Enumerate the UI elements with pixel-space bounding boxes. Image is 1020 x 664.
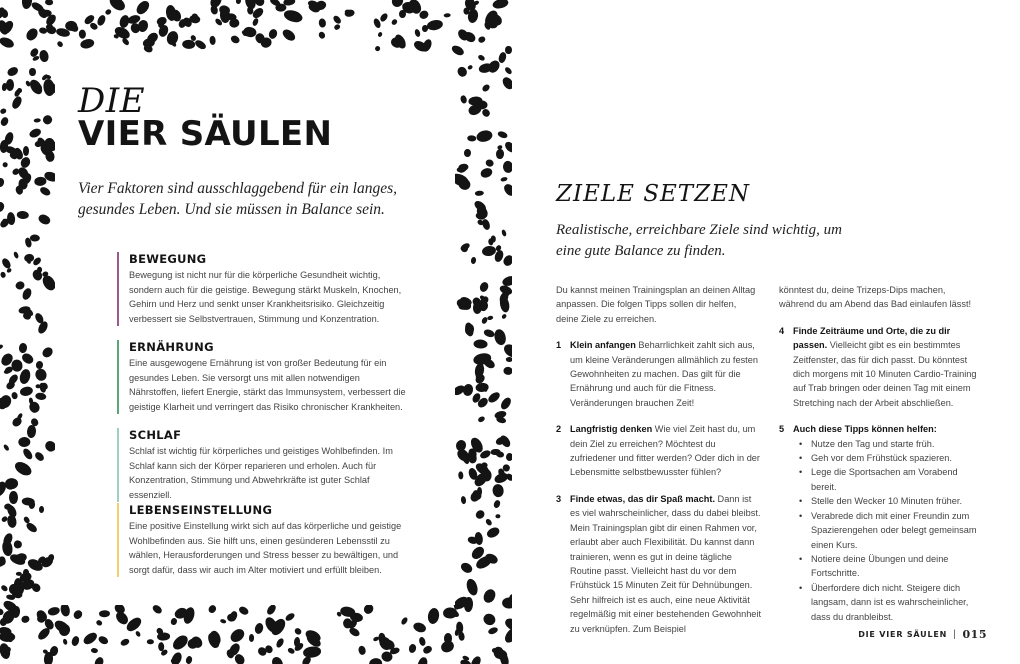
spot-decoration	[4, 366, 13, 374]
spot-decoration	[488, 626, 499, 635]
section-subheading: Realistische, erreichbare Ziele sind wichtig, um eine gute Balance zu finden.	[556, 222, 842, 259]
pillar-heading: BEWEGUNG	[129, 252, 207, 266]
spot-decoration	[485, 525, 500, 538]
spot-decoration	[72, 609, 83, 621]
spot-decoration	[41, 345, 55, 359]
spot-decoration	[27, 425, 37, 439]
spot-decoration	[481, 84, 491, 94]
spot-decoration	[134, 630, 141, 637]
spot-decoration	[230, 34, 241, 44]
spot-decoration	[0, 35, 16, 49]
spot-decoration	[486, 390, 501, 404]
spot-decoration	[475, 382, 488, 392]
spot-decoration	[493, 471, 509, 484]
spot-decoration	[47, 605, 60, 615]
spot-decoration	[11, 606, 21, 619]
spot-decoration	[504, 67, 512, 76]
spot-decoration	[208, 604, 218, 614]
spot-decoration	[0, 177, 5, 187]
item-number: 3	[556, 493, 562, 504]
tip-item-5	[779, 422, 979, 624]
spot-decoration	[418, 636, 427, 646]
spot-decoration	[501, 313, 508, 320]
spot-decoration	[459, 658, 472, 664]
spot-decoration	[475, 129, 493, 143]
spot-decoration	[502, 463, 511, 472]
spot-decoration	[182, 40, 195, 50]
item-title: Klein anfangen	[570, 340, 636, 351]
spot-decoration	[9, 491, 18, 504]
pillar-heading: LEBENSEINSTELLUNG	[129, 503, 273, 517]
page-footer	[858, 628, 987, 641]
spot-decoration	[503, 140, 512, 154]
list-item: • Lege die Sportsachen am Vorabend bereit.	[793, 465, 979, 494]
spot-decoration	[13, 460, 34, 479]
text-column-1	[556, 283, 761, 648]
spot-decoration	[189, 14, 200, 23]
page-number: 015	[962, 628, 987, 641]
spot-decoration	[317, 31, 325, 40]
tip-item-2	[556, 422, 761, 480]
item-number: 2	[556, 424, 562, 435]
spot-decoration	[18, 342, 27, 352]
spot-decoration	[460, 560, 475, 574]
spot-decoration	[96, 619, 103, 626]
spot-decoration	[17, 437, 30, 448]
spot-decoration	[501, 76, 512, 91]
spot-decoration	[29, 400, 42, 414]
spot-decoration	[29, 234, 40, 242]
pillar-heading: ERNÄHRUNG	[129, 340, 214, 354]
spot-decoration	[0, 108, 7, 114]
spot-decoration	[478, 280, 490, 293]
spot-decoration	[495, 149, 503, 160]
spot-decoration	[36, 384, 41, 389]
spot-decoration	[275, 637, 285, 649]
item-text: Dann ist es viel wahrscheinlicher, dass du dabei bleibst. Mein Trainingsplan gibt dir einen Rahmen vor, erlaubt aber auch Flexibilität. Du kannst dann trainieren, wenn es gut in deine tägliche Routine passt. Vielleicht hast du vor dem Frühstück 15 Minuten Zeit für Dehnübungen. Sehr hilfreich ist es auch, eine neue Aktivität regelmäßig mit einer bestehenden Gewohnheit zu verknüpfen. Zum Beispiel	[570, 493, 762, 634]
spot-decoration	[478, 415, 486, 423]
spot-decoration	[120, 638, 131, 647]
spot-decoration	[146, 639, 153, 644]
spot-decoration	[460, 495, 466, 504]
spot-decoration	[13, 252, 19, 260]
spot-decoration	[134, 0, 151, 16]
list-item: • Notiere deine Übungen und deine Fortschritte.	[793, 552, 979, 581]
spot-decoration	[490, 236, 495, 243]
pillar-text: Schlaf ist wichtig für körperliches und geistiges Wohlbefinden. Im Schlaf kann sich der Körper reparieren und erholen. Auch für Konzentration, Stimmung und Abwehrkräfte ist guter Schlaf essenziell.	[129, 446, 393, 500]
pillar-ernaehrung	[117, 340, 407, 414]
spot-decoration	[237, 606, 249, 617]
spot-decoration	[29, 500, 37, 509]
spot-decoration	[0, 116, 9, 127]
spot-decoration	[271, 655, 285, 664]
spot-decoration	[481, 611, 497, 627]
spot-decoration	[170, 617, 177, 625]
spot-decoration	[91, 648, 99, 654]
pillar-text: Bewegung ist nicht nur für die körperliche Gesundheit wichtig, sondern auch für die geistige. Bewegung stärkt Muskeln, Knochen, Gehirn und Herz und senkt unser Krankheitsrisiko. Gleichzeitig verbessert sie Selbstvertrauen, Stimmung und Konzentration.	[129, 270, 402, 324]
list-item: • Stelle den Wecker 10 Minuten früher.	[793, 494, 979, 508]
item-number: 1	[556, 340, 562, 351]
spot-decoration	[460, 244, 468, 253]
spot-decoration	[0, 343, 4, 350]
spot-decoration	[505, 453, 512, 462]
spot-decoration	[32, 55, 40, 62]
spot-decoration	[82, 631, 99, 647]
spot-decoration	[0, 201, 6, 213]
spot-decoration	[458, 632, 465, 641]
spot-decoration	[25, 521, 39, 534]
spot-decoration	[248, 634, 254, 642]
spot-decoration	[477, 35, 486, 43]
lead-paragraph: Du kannst meinen Trainingsplan an deinen Alltag anpassen. Die folgen Tipps sollen dir helfen, deine Ziele zu erreichen.	[556, 285, 756, 324]
spot-decoration	[475, 190, 484, 196]
spot-decoration	[495, 514, 500, 518]
section-heading: ZIELE SETZEN	[556, 181, 751, 207]
pillar-schlaf	[117, 428, 407, 502]
spot-decoration	[505, 46, 512, 55]
spot-decoration	[481, 587, 497, 605]
spot-decoration	[121, 37, 130, 46]
spot-decoration	[470, 257, 476, 265]
spot-decoration	[0, 271, 6, 278]
spot-decoration	[426, 18, 444, 31]
spot-decoration	[439, 639, 455, 654]
spot-decoration	[283, 9, 304, 25]
spot-decoration	[497, 130, 508, 139]
spot-decoration	[0, 617, 8, 626]
spot-decoration	[24, 26, 40, 43]
spot-decoration	[477, 487, 483, 496]
spot-decoration	[80, 37, 95, 49]
spot-decoration	[8, 584, 18, 595]
spot-decoration	[399, 10, 406, 19]
spot-decoration	[293, 627, 302, 636]
spot-decoration	[39, 185, 52, 196]
spot-decoration	[97, 634, 109, 645]
spot-decoration	[37, 213, 52, 226]
list-item: • Verabrede dich mit einer Freundin zum Spazierengehen oder belegt gemeinsam einen Kurs.	[793, 509, 979, 552]
spot-decoration	[35, 392, 47, 401]
spot-decoration	[33, 118, 41, 123]
pillar-heading: SCHLAF	[129, 428, 182, 442]
tips-list	[793, 437, 979, 624]
spot-decoration	[460, 94, 468, 104]
spot-decoration	[339, 605, 355, 617]
spot-decoration	[389, 647, 400, 656]
spot-decoration	[21, 287, 33, 301]
spot-decoration	[502, 183, 512, 199]
spot-decoration	[21, 447, 34, 461]
spot-decoration	[194, 39, 208, 51]
spot-decoration	[43, 79, 56, 97]
spot-decoration	[493, 327, 507, 345]
spot-decoration	[96, 13, 107, 26]
item-text: Vielleicht gibt es ein bestimmtes Zeitfenster, das für dich passt. Du könntest dich morgens mit 10 Minuten Cardio-Training auf Trab bringen oder deinen Tag mit einem Stretching nach der Arbeit abschließen.	[793, 340, 977, 408]
pillar-bewegung	[117, 252, 407, 326]
spot-decoration	[498, 433, 512, 448]
spot-decoration	[358, 646, 367, 656]
spot-decoration	[210, 36, 216, 45]
spot-decoration	[2, 162, 8, 168]
spot-decoration	[185, 655, 193, 664]
item-number: 5	[779, 424, 785, 435]
spot-decoration	[71, 635, 80, 646]
pillar-text: Eine ausgewogene Ernährung ist von großer Bedeutung für ein gesundes Leben. Sie versorgt uns mit allen notwendigen Nährstoffen, liefert Energie, stärkt das Immunsystem, verbessert die geistige Klarheit und verringert das Risiko chronischer Krankheiten.	[129, 358, 406, 412]
spot-decoration	[479, 166, 493, 179]
spot-decoration	[21, 615, 31, 624]
spot-decoration	[444, 13, 451, 18]
spot-decoration	[1, 82, 7, 90]
spot-decoration	[23, 146, 29, 156]
spot-decoration	[483, 329, 495, 339]
spot-decoration	[495, 450, 504, 457]
spot-decoration	[19, 386, 33, 398]
spot-decoration	[105, 9, 112, 16]
spot-decoration	[118, 14, 130, 29]
spot-decoration	[334, 23, 341, 30]
spot-decoration	[465, 578, 480, 597]
spot-decoration	[502, 160, 512, 173]
spot-decoration	[377, 32, 383, 39]
spot-decoration	[169, 651, 184, 664]
spot-decoration	[229, 610, 239, 622]
tip-item-4	[779, 324, 979, 410]
spot-decoration	[427, 607, 441, 625]
spot-decoration	[160, 649, 168, 657]
spot-decoration	[17, 211, 29, 220]
list-item: • Überfordere dich nicht. Steigere dich langsam, dann ist es wahrscheinlicher, dass du dranbleibst.	[793, 581, 979, 624]
spot-decoration	[373, 45, 380, 52]
spot-decoration	[98, 610, 109, 617]
spot-decoration	[349, 626, 362, 638]
spot-decoration	[458, 303, 468, 309]
spot-decoration	[219, 618, 226, 624]
pillar-text: Eine positive Einstellung wirkt sich auf das körperliche und geistige Wohlbefinden aus. Sie hilft uns, einen gesünderen Lebensstil zu wählen, Herausforderungen und Stress besser zu bewältigen, und sorgt dafür, dass wir auch im Alter motiviert und erfüllt bleiben.	[129, 521, 402, 575]
item-title: Auch diese Tipps können helfen:	[793, 424, 937, 435]
spot-decoration	[501, 176, 509, 182]
spot-decoration	[78, 30, 85, 39]
spot-decoration	[473, 0, 480, 6]
spot-decoration	[379, 12, 389, 23]
spot-decoration	[496, 415, 507, 424]
spot-decoration	[401, 616, 409, 625]
spot-decoration	[11, 392, 18, 400]
tip-item-3	[556, 492, 761, 636]
item-title: Langfristig denken	[570, 424, 653, 435]
spot-decoration	[499, 296, 511, 313]
item-text: Beharrlichkeit zahlt sich aus, um kleine Veränderungen allmählich zu festen Gewohnheiten zu machen. Das gilt für die Ernährung und auch für die Fitness. Veränderungen brauchen Zeit!	[570, 340, 758, 408]
spot-decoration	[503, 367, 512, 375]
spot-decoration	[39, 506, 44, 514]
spot-decoration	[229, 626, 247, 644]
spot-decoration	[477, 53, 486, 61]
spot-decoration	[492, 484, 504, 498]
spot-decoration	[485, 158, 495, 167]
spot-decoration	[62, 639, 68, 646]
spot-decoration	[39, 49, 50, 62]
spot-decoration	[485, 518, 493, 527]
spot-decoration	[502, 625, 512, 645]
item-title: Finde etwas, das dir Spaß macht.	[570, 493, 715, 504]
spot-decoration	[56, 40, 63, 47]
spot-decoration	[6, 65, 19, 77]
spot-decoration	[497, 52, 506, 64]
spot-decoration	[17, 412, 24, 420]
spot-decoration	[23, 569, 29, 576]
list-item: • Nutze den Tag und starte früh.	[793, 437, 979, 451]
spot-decoration	[93, 656, 105, 664]
spot-decoration	[467, 135, 476, 141]
spot-decoration	[4, 503, 12, 510]
spot-decoration	[473, 340, 488, 350]
list-item: • Geh vor dem Frühstück spazieren.	[793, 451, 979, 465]
spot-decoration	[13, 540, 22, 548]
spot-decoration	[1, 584, 9, 592]
footer-separator: |	[953, 629, 957, 640]
spot-decoration	[416, 656, 428, 664]
item-text: Wie viel Zeit hast du, um dein Ziel zu erreichen? Möchtest du zufriedener und fitter werden? Oder dich in der Lebensmitte selbstbewusster fühlen?	[570, 424, 760, 478]
spot-decoration	[481, 108, 491, 118]
spot-decoration	[254, 622, 265, 635]
spot-decoration	[390, 18, 397, 26]
spot-decoration	[35, 368, 48, 382]
running-header: DIE VIER SÄULEN	[858, 630, 948, 639]
spot-decoration	[41, 113, 54, 125]
spot-decoration	[29, 68, 35, 76]
spot-decoration	[319, 19, 327, 28]
spot-decoration	[236, 0, 242, 4]
title-line-2: VIER SÄULEN	[78, 114, 333, 154]
spot-decoration	[33, 451, 45, 463]
continuation-paragraph: könntest du, deine Trizeps-Dips machen, während du am Abend das Bad einlaufen lässt!	[779, 285, 972, 310]
spot-decoration	[487, 315, 494, 321]
text-column-2	[779, 283, 979, 624]
spot-decoration	[492, 0, 509, 10]
spot-decoration	[157, 632, 170, 640]
spot-decoration	[464, 323, 475, 336]
spot-decoration	[408, 643, 417, 653]
spot-decoration	[49, 645, 59, 657]
spot-decoration	[152, 603, 164, 614]
spot-decoration	[473, 508, 485, 520]
spot-decoration	[2, 443, 10, 451]
spot-decoration	[456, 167, 463, 172]
spot-decoration	[414, 29, 421, 38]
title-line-1: DIE	[78, 81, 146, 121]
spot-decoration	[493, 499, 501, 509]
item-title: Finde Zeiträume und Orte, die zu dir passen.	[793, 325, 951, 351]
spot-decoration	[470, 655, 483, 664]
spot-decoration	[501, 229, 507, 236]
spot-decoration	[10, 95, 23, 110]
spot-decoration	[27, 78, 44, 97]
spot-decoration	[44, 0, 53, 6]
tip-item-1	[556, 338, 761, 410]
spot-decoration	[3, 131, 15, 146]
spot-decoration	[463, 149, 470, 157]
spot-decoration	[458, 471, 464, 480]
pillar-lebenseinstellung	[117, 503, 407, 577]
spot-decoration	[36, 360, 44, 369]
spot-decoration	[284, 612, 296, 623]
spot-decoration	[467, 64, 474, 70]
item-number: 4	[779, 325, 785, 336]
spot-decoration	[412, 621, 428, 634]
intro-text: Vier Faktoren sind ausschlaggebend für ein langes, gesundes Leben. Und sie müssen in Balance sein.	[78, 180, 397, 218]
